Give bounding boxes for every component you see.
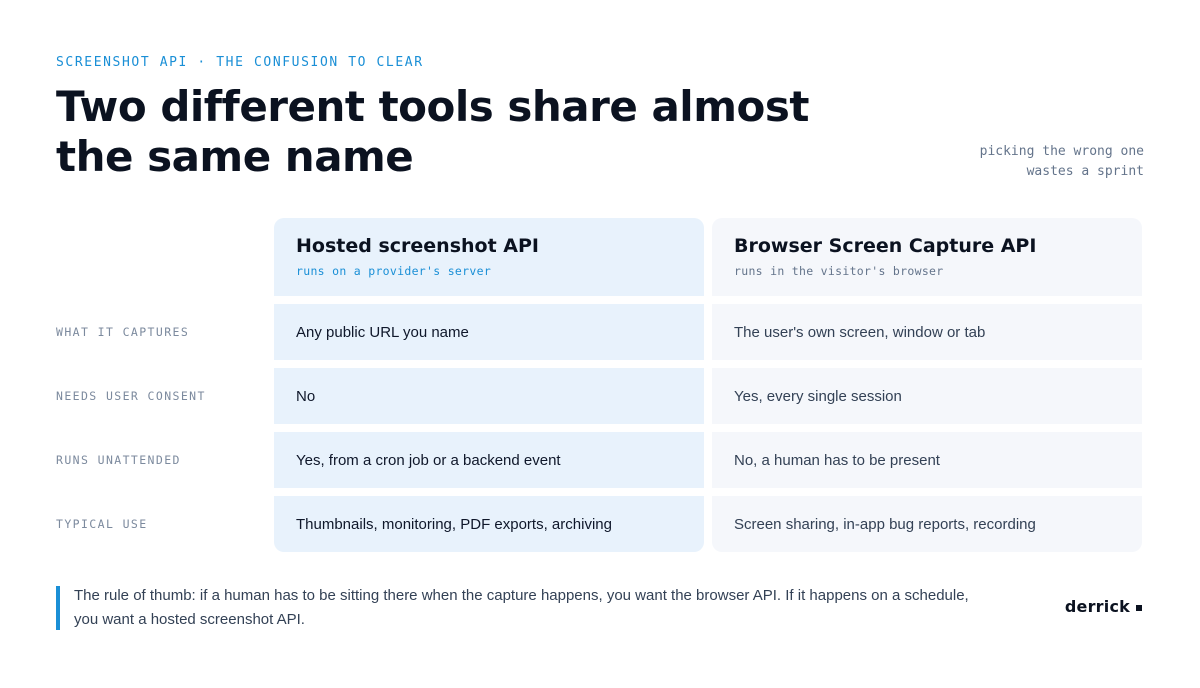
column-header-browser [712,218,1142,296]
cell-browser-consent: Yes, every single session [712,368,1142,424]
cell-browser-captures: The user's own screen, window or tab [712,304,1142,360]
column-subtitle-browser: runs in the visitor's browser [734,264,944,278]
column-title-hosted: Hosted screenshot API [296,235,539,257]
brand-name: derrick [1064,597,1130,616]
brand-logo [1065,597,1142,616]
aside-line-2: wastes a sprint [1026,164,1144,179]
cell-hosted-captures: Any public URL you name [274,304,704,360]
cell-hosted-consent: No [274,368,704,424]
rule-of-thumb: The rule of thumb: if a human has to be sitting there when the capture happens, you want the browser API. If it happens on a schedule, you want a hosted screenshot API. [74,587,969,628]
rule-accent-bar [56,586,60,630]
brand-square-icon [1136,605,1142,611]
page-title: Two different tools share almost the same name [56,82,809,181]
row-label-unattended: RUNS UNATTENDED [56,453,181,467]
aside-note [980,142,1144,182]
aside-line-1: picking the wrong one [979,144,1144,159]
eyebrow: SCREENSHOT API · THE CONFUSION TO CLEAR [56,55,424,70]
cell-browser-unattended: No, a human has to be present [712,432,1142,488]
column-header-hosted [274,218,704,296]
column-subtitle-hosted: runs on a provider's server [296,264,492,278]
row-label-consent: NEEDS USER CONSENT [56,389,206,403]
cell-browser-typical-use: Screen sharing, in-app bug reports, recording [712,496,1142,552]
row-label-typical-use: TYPICAL USE [56,517,148,531]
column-title-browser: Browser Screen Capture API [734,235,1037,257]
row-label-captures: WHAT IT CAPTURES [56,325,190,339]
cell-hosted-typical-use: Thumbnails, monitoring, PDF exports, archiving [274,496,704,552]
cell-hosted-unattended: Yes, from a cron job or a backend event [274,432,704,488]
